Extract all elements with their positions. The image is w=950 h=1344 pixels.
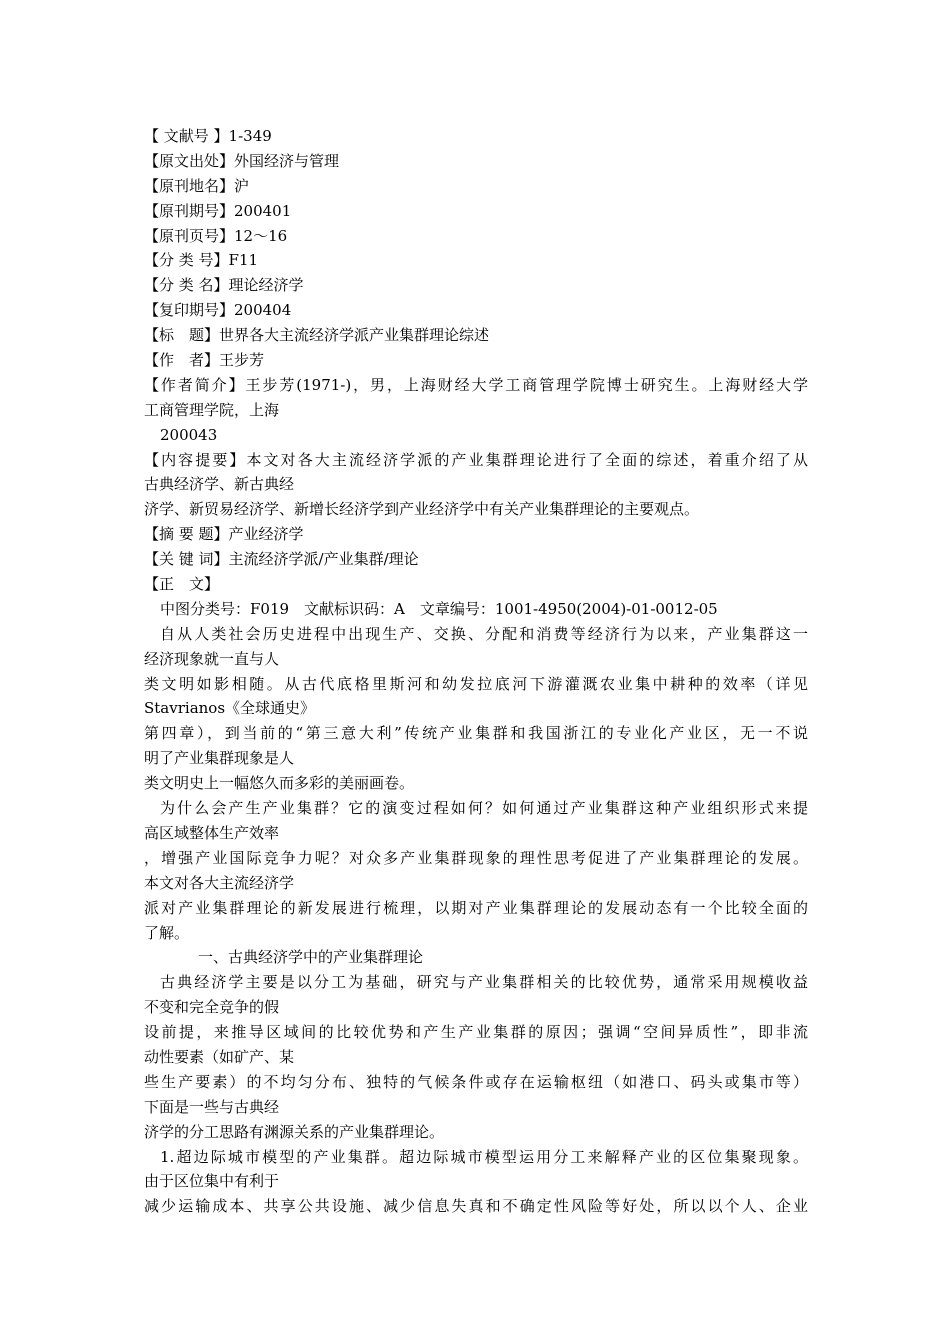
doc-line: 【原刊期号】200401	[144, 201, 292, 220]
doc-line: 由于区位集中有利于	[144, 1172, 280, 1191]
doc-line: 设前提，来推导区域间的比较优势和产生产业集群的原因；强调“空间异质性”，即非流	[144, 1023, 808, 1042]
doc-line: 【作者简介】王步芳(1971-)，男，上海财经大学工商管理学院博士研究生。上海财经大学	[144, 375, 808, 394]
doc-line: 类文明如影相随。从古代底格里斯河和幼发拉底河下游灌溉农业集中耕种的效率（详见	[144, 674, 808, 693]
doc-line: 【分 类 名】理论经济学	[144, 276, 304, 295]
doc-line: 第四章），到当前的“第三意大利”传统产业集群和我国浙江的专业化产业区，无一不说	[144, 724, 808, 743]
doc-line: 下面是一些与古典经	[144, 1097, 280, 1116]
doc-line: 古典经济学、新古典经	[144, 475, 295, 494]
doc-line: 明了产业集群现象是人	[144, 749, 295, 768]
section-heading: 一、古典经济学中的产业集群理论	[198, 948, 424, 967]
doc-line: 济学、新贸易经济学、新增长经济学到产业经济学中有关产业集群理论的主要观点。	[144, 500, 700, 519]
doc-line: 【分 类 号】F11	[144, 251, 259, 270]
doc-line: 【内容提要】本文对各大主流经济学派的产业集群理论进行了全面的综述，着重介绍了从	[144, 450, 808, 469]
doc-line: Stavrianos《全球通史》	[144, 699, 316, 718]
doc-line: 【标 题】世界各大主流经济学派产业集群理论综述	[144, 326, 490, 345]
doc-line: 自从人类社会历史进程中出现生产、交换、分配和消费等经济行为以来，产业集群这一	[160, 624, 808, 643]
doc-line: 【正 文】	[144, 575, 220, 594]
doc-line: 本文对各大主流经济学	[144, 873, 295, 892]
doc-line: 类文明史上一幅悠久而多彩的美丽画卷。	[144, 774, 415, 793]
doc-line: 不变和完全竞争的假	[144, 998, 280, 1017]
doc-line: 减少运输成本、共享公共设施、减少信息失真和不确定性风险等好处，所以以个人、企业	[144, 1197, 808, 1216]
doc-line: 古典经济学主要是以分工为基础，研究与产业集群相关的比较优势，通常采用规模收益	[160, 973, 808, 992]
doc-line: 动性要素（如矿产、某	[144, 1047, 295, 1066]
doc-line: ，增强产业国际竞争力呢？对众多产业集群现象的理性思考促进了产业集群理论的发展。	[144, 848, 808, 867]
doc-line: 200043	[160, 425, 218, 444]
doc-line: 经济现象就一直与人	[144, 649, 280, 668]
document-body	[144, 124, 808, 1219]
doc-line: 工商管理学院，上海	[144, 400, 280, 419]
doc-line: 高区域整体生产效率	[144, 823, 280, 842]
doc-line: 些生产要素）的不均匀分布、独特的气候条件或存在运输枢纽（如港口、码头或集市等）	[144, 1072, 808, 1091]
doc-line: 济学的分工思路有渊源关系的产业集群理论。	[144, 1122, 445, 1141]
doc-line: 【原刊地名】沪	[144, 176, 250, 195]
doc-line: 1.超边际城市模型的产业集群。超边际城市模型运用分工来解释产业的区位集聚现象。	[160, 1147, 808, 1166]
doc-line: 【 文献号 】1-349	[144, 127, 272, 145]
doc-line: 【原文出处】外国经济与管理	[144, 151, 340, 170]
doc-line: 【复印期号】200404	[144, 301, 292, 320]
doc-line: 了解。	[144, 923, 190, 942]
doc-line: 【原刊页号】12～16	[144, 226, 288, 245]
doc-line: 派对产业集群理论的新发展进行梳理，以期对产业集群理论的发展动态有一个比较全面的	[144, 898, 808, 917]
doc-line: 【关 键 词】主流经济学派/产业集群/理论	[144, 550, 419, 569]
doc-line: 中图分类号：F019 文献标识码：A 文章编号：1001-4950(2004)-01-0012-05	[160, 599, 718, 618]
doc-line: 【摘 要 题】产业经济学	[144, 525, 304, 544]
doc-line: 【作 者】王步芳	[144, 351, 265, 370]
doc-line: 为什么会产生产业集群？它的演变过程如何？如何通过产业集群这种产业组织形式来提	[160, 799, 808, 818]
